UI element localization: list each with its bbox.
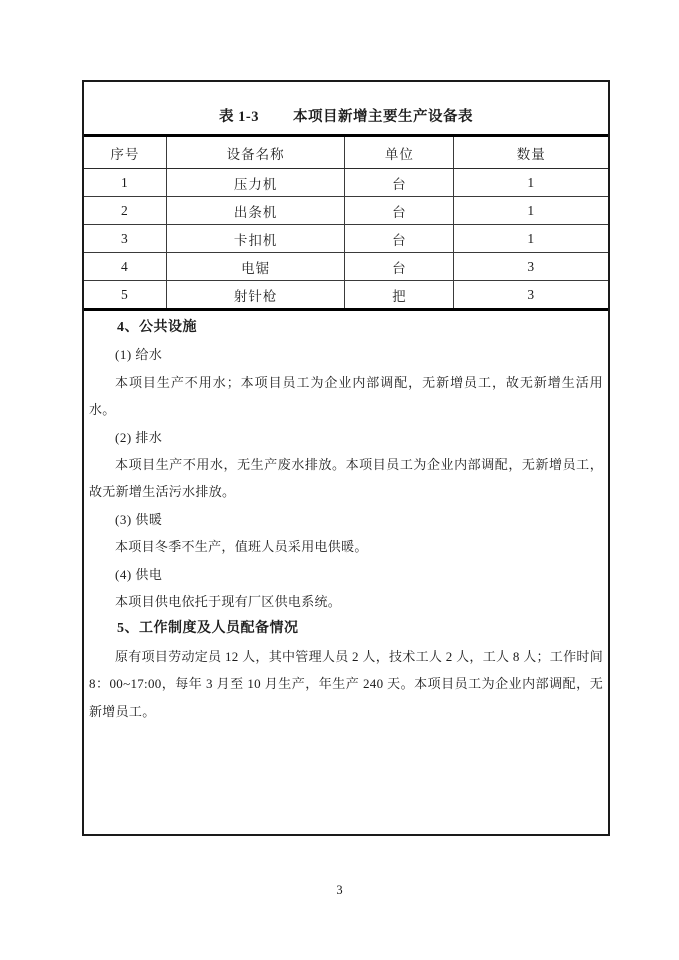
section-heading-5: 5、工作制度及人员配备情况: [117, 621, 299, 637]
paragraph-drainage: 本项目生产不用水，无生产废水排放。本项目员工为企业内部调配，无新增员工，故无新增生活污水排放。: [89, 457, 603, 500]
cell-quantity: 3: [454, 281, 608, 310]
sub-item-label-heating: (3) 供暖: [115, 511, 163, 527]
cell-index: 5: [121, 286, 129, 302]
cell-quantity: 1: [454, 225, 608, 253]
cell-unit: 台: [345, 197, 454, 225]
table-row: [84, 253, 608, 281]
paragraph-water-supply: 本项目生产不用水；本项目员工为企业内部调配，无新增员工，故无新增生活用水。: [89, 374, 603, 418]
table-caption: [84, 102, 608, 132]
sub-item-label-power-supply: (4) 供电: [115, 566, 163, 582]
paragraph-heating: 本项目冬季不生产，值班人员采用电供暖。: [115, 539, 368, 555]
table-row: [84, 169, 608, 197]
sub-item-label-water-supply: (1) 给水: [115, 347, 163, 363]
cell-equipment-name: 压力机: [166, 169, 345, 197]
table-row: [84, 281, 608, 310]
cell-quantity: 1: [454, 169, 608, 197]
cell-index: 2: [84, 197, 166, 225]
cell-quantity: 1: [454, 197, 608, 225]
column-header-equipment-name: 设备名称: [166, 136, 345, 169]
table-header-row: [84, 136, 608, 169]
cell-equipment-name: 射针枪: [166, 281, 345, 310]
cell-unit: 台: [345, 169, 454, 197]
table-title-text: 本项目新增主要生产设备表: [292, 109, 473, 125]
page-number: 3: [336, 883, 343, 897]
cell-equipment-name: 电锯: [166, 253, 345, 281]
cell-index: 4: [84, 253, 166, 281]
column-header-unit: 单位: [345, 136, 454, 169]
cell-index: 3: [84, 225, 166, 253]
table-row: [84, 225, 608, 253]
content-border-frame: [82, 80, 610, 836]
section-heading-4: 4、公共设施: [117, 320, 197, 335]
paragraph-power-supply: 本项目供电依托于现有厂区供电系统。: [115, 594, 342, 610]
paragraph-staffing: 原有项目劳动定员 12 人，其中管理人员 2 人，技术工人 2 人，工人 8 人；工作时间 8：00~17:00，每年 3 月至 10 月生产，年生产 240 天。本项目员工为企业内部调配，无新增员工。: [89, 648, 603, 719]
column-header-index: 序号: [84, 136, 166, 169]
equipment-table: [84, 134, 608, 311]
sub-item-label-drainage: (2) 排水: [115, 429, 163, 445]
cell-index: 1: [84, 169, 166, 197]
table-number-label: 表 1-3: [219, 109, 259, 125]
table-row: [84, 197, 608, 225]
cell-equipment-name: 卡扣机: [166, 225, 345, 253]
document-body-text: [84, 314, 608, 725]
column-header-quantity: 数量: [454, 136, 608, 169]
cell-unit: 台: [345, 253, 454, 281]
cell-unit: 把: [345, 281, 454, 310]
cell-unit: 台: [345, 225, 454, 253]
cell-equipment-name: 出条机: [166, 197, 345, 225]
cell-quantity: 3: [454, 253, 608, 281]
